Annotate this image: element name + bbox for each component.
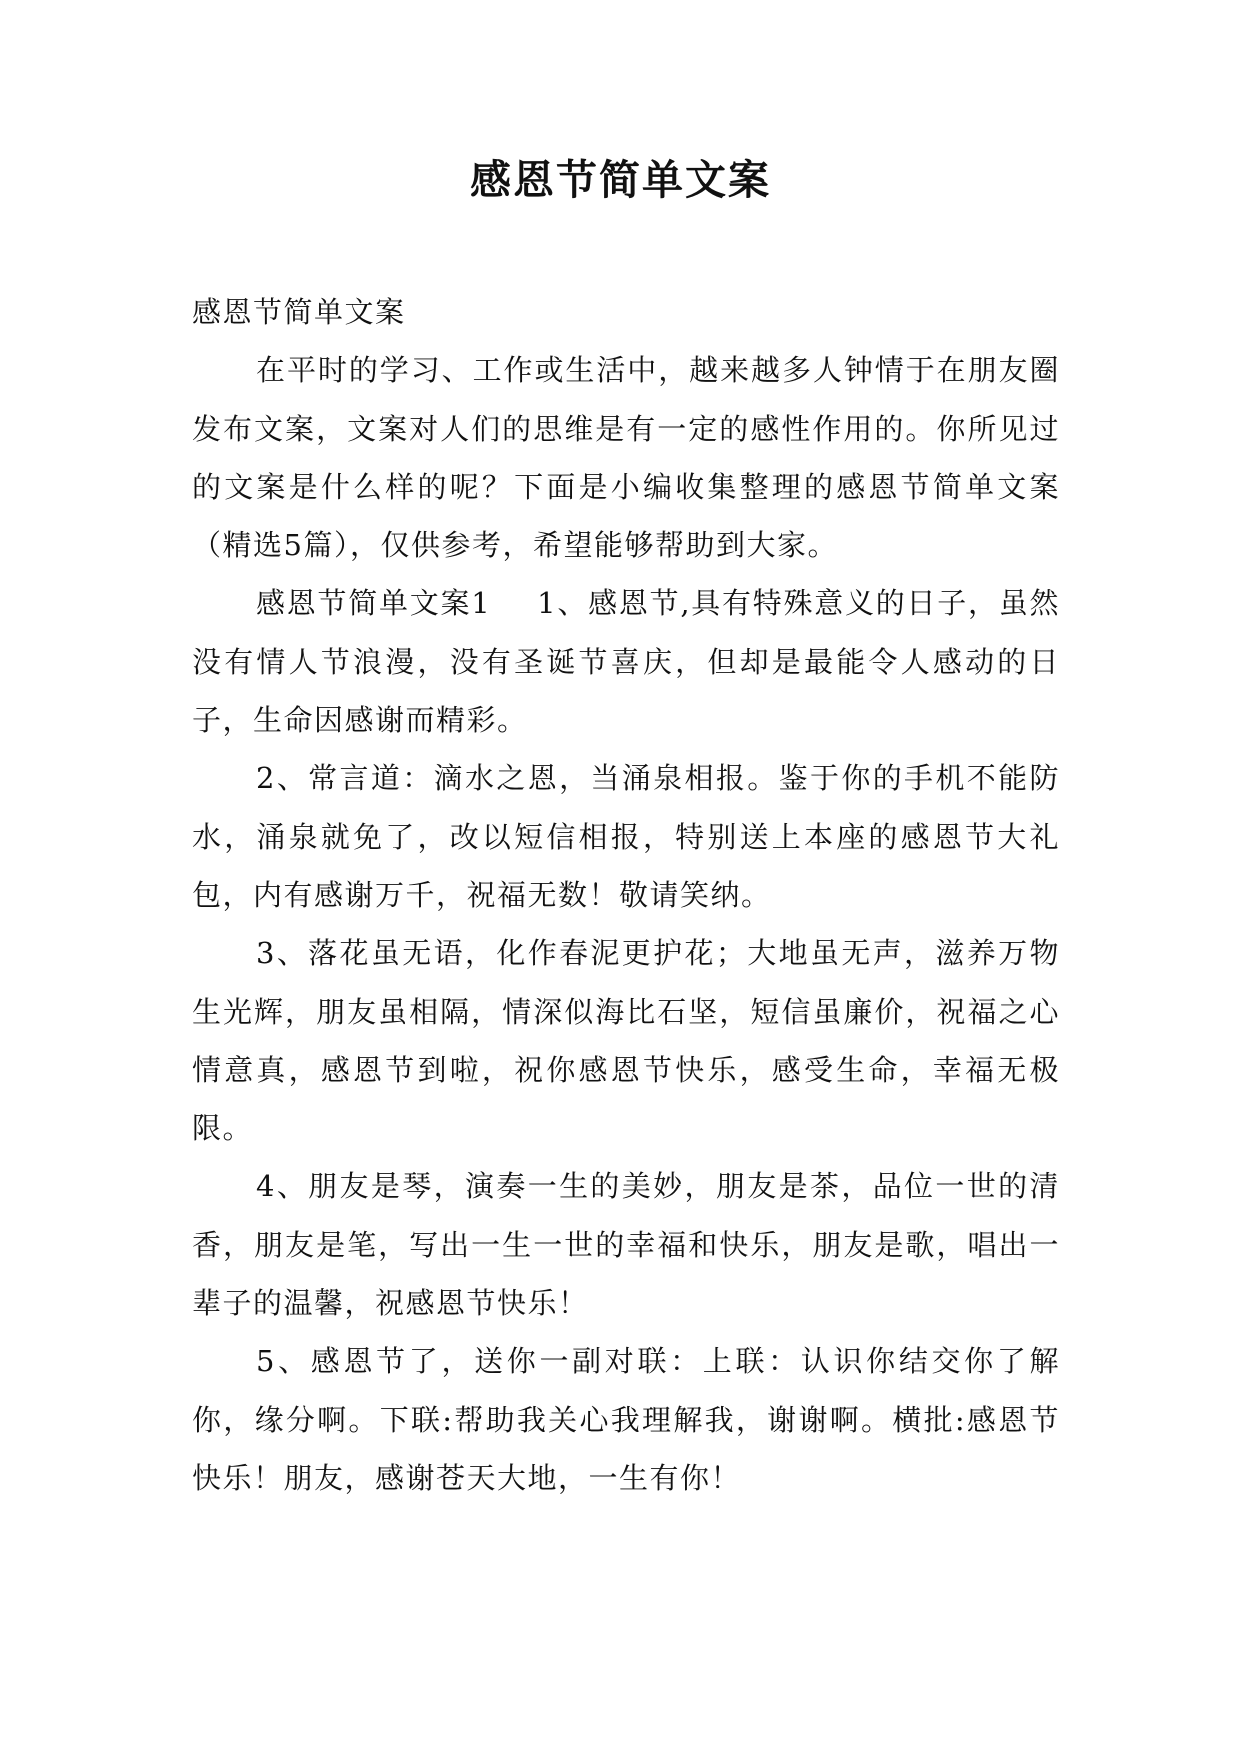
document-body [192,283,1060,1507]
item-paragraph-5: 5、感恩节了，送你一副对联：上联：认识你结交你了解你，缘分啊。下联:帮助我关心我理解我，谢谢啊。横批:感恩节快乐！朋友，感谢苍天大地，一生有你！ [192,1344,1060,1495]
section-heading: 感恩节简单文案1 [256,586,492,621]
item-paragraph-3: 3、落花虽无语，化作春泥更护花；大地虽无声，滋养万物生光辉，朋友虽相隔，情深似海比石坚，短信虽廉价，祝福之心情意真，感恩节到啦，祝你感恩节快乐，感受生命，幸福无极限。 [192,936,1060,1146]
item-paragraph-2: 2、常言道：滴水之恩，当涌泉相报。鉴于你的手机不能防水，涌泉就免了，改以短信相报，特别送上本座的感恩节大礼包，内有感谢万千，祝福无数！敬请笑纳。 [192,761,1060,912]
intro-paragraph: 在平时的学习、工作或生活中，越来越多人钟情于在朋友圈发布文案，文案对人们的思维是有一定的感性作用的。你所见过的文案是什么样的呢？下面是小编收集整理的感恩节简单文案（精选5篇），仅供参考，希望能够帮助到大家。 [192,353,1060,563]
item-paragraph-1 [192,574,1060,749]
item-text-1: 1、感恩节,具有特殊意义的日子，虽然没有情人节浪漫，没有圣诞节喜庆，但却是最能令人感动的日子，生命因感谢而精彩。 [192,586,1061,738]
subtitle: 感恩节简单文案 [192,295,406,329]
item-paragraph-4: 4、朋友是琴，演奏一生的美妙，朋友是茶，品位一世的清香，朋友是笔，写出一生一世的幸福和快乐，朋友是歌，唱出一辈子的温馨，祝感恩节快乐！ [192,1169,1060,1321]
document-title: 感恩节简单文案 [470,156,771,204]
